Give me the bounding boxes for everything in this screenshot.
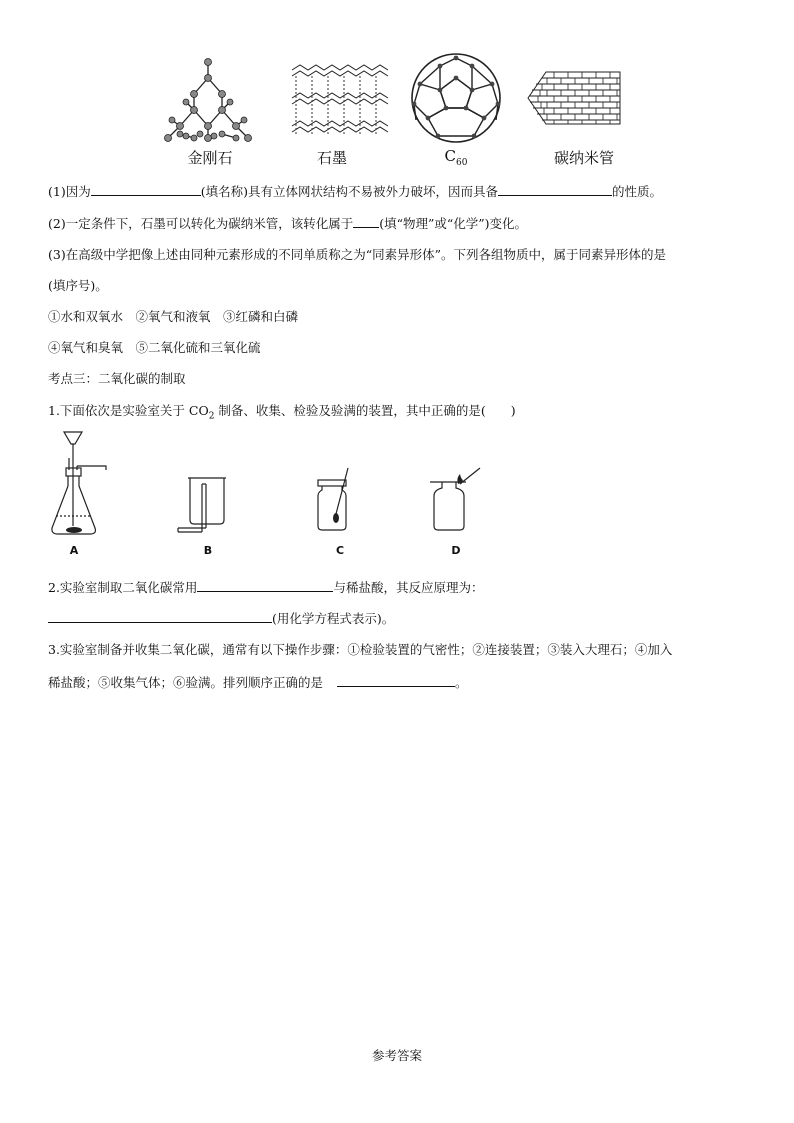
p3-line2-suffix: 。 xyxy=(455,675,468,690)
caption-graphite: 石墨 xyxy=(316,149,347,167)
q1-suffix: 的性质。 xyxy=(611,184,662,199)
p2-mid: 与稀盐酸，其反应原理为： xyxy=(333,580,484,595)
p3-line2-prefix: 稀盐酸；⑤收集气体；⑥验满。排列顺序正确的是 xyxy=(48,675,324,690)
apparatus-label-b: B xyxy=(203,544,213,557)
c60-base-text: C xyxy=(444,147,457,165)
q2-blank-change-type[interactable] xyxy=(353,214,379,228)
q1-prefix: (1)因为 xyxy=(48,184,91,199)
apparatus-label-a: A xyxy=(69,544,79,557)
apparatus-a-flask xyxy=(52,432,106,534)
c60-structure-diagram xyxy=(412,54,501,142)
problem-3-line2 xyxy=(48,673,468,692)
question-3-line1: (3)在高级中学把像上述由同种元素形成的不同单质称之为“同素异形体”。下列各组物质中，属于同素异形体的是 xyxy=(48,247,666,262)
p1-suffix: 制备、收集、检验及验满的装置，其中正确的是( ) xyxy=(214,403,516,418)
p2-blank-reagent[interactable] xyxy=(197,578,333,592)
problem-2-line2 xyxy=(48,609,394,628)
question-2 xyxy=(48,214,527,233)
caption-nanotube: 碳纳米管 xyxy=(553,149,614,167)
q1-blank-property[interactable] xyxy=(498,182,612,196)
problem-1 xyxy=(48,402,516,426)
caption-c60 xyxy=(406,147,506,168)
apparatus-d-bottle xyxy=(430,468,480,530)
carbon-structures-figure xyxy=(150,50,640,150)
apparatus-b-bottle xyxy=(178,478,226,532)
p2-prefix: 2.实验室制取二氧化碳常用 xyxy=(48,580,198,595)
q2-prefix: (2)一定条件下，石墨可以转化为碳纳米管，该转化属于 xyxy=(48,216,354,231)
question-3-options-a: ①水和双氧水 ②氧气和液氧 ③红磷和白磷 xyxy=(48,309,299,324)
apparatus-c-bottle xyxy=(318,468,348,530)
apparatus-label-d: D xyxy=(451,544,461,557)
p2-blank-equation[interactable] xyxy=(48,609,272,623)
caption-diamond: 金刚石 xyxy=(187,149,233,167)
apparatus-label-c: C xyxy=(335,544,345,557)
p1-prefix: 1.下面依次是实验室关于 CO xyxy=(48,403,209,418)
co2-apparatus-figure xyxy=(48,428,498,546)
question-3-line2: (填序号)。 xyxy=(48,278,108,293)
problem-3-line1: 3.实验室制备并收集二氧化碳，通常有以下操作步骤：①检验装置的气密性；②连接装置；③装入大理石；④加入 xyxy=(48,642,673,657)
p2-line2-suffix: (用化学方程式表示)。 xyxy=(272,611,395,626)
nanotube-structure-diagram xyxy=(528,72,620,124)
q1-blank-name[interactable] xyxy=(91,182,201,196)
graphite-structure-diagram xyxy=(292,65,388,132)
p1-subscript: 2 xyxy=(208,411,215,422)
question-3-options-b: ④氧气和臭氧 ⑤二氧化硫和三氧化硫 xyxy=(48,340,261,355)
q1-mid: (填名称)具有立体网状结构不易被外力破坏，因而具备 xyxy=(200,184,498,199)
question-1 xyxy=(48,182,662,201)
section3-title: 考点三：二氧化碳的制取 xyxy=(48,371,186,386)
p3-blank-order[interactable] xyxy=(337,673,455,687)
q2-suffix: (填“物理”或“化学”)变化。 xyxy=(379,216,528,231)
problem-2-line1 xyxy=(48,578,483,597)
answer-heading: 参考答案 xyxy=(371,1048,422,1063)
c60-subscript: 60 xyxy=(456,158,468,168)
